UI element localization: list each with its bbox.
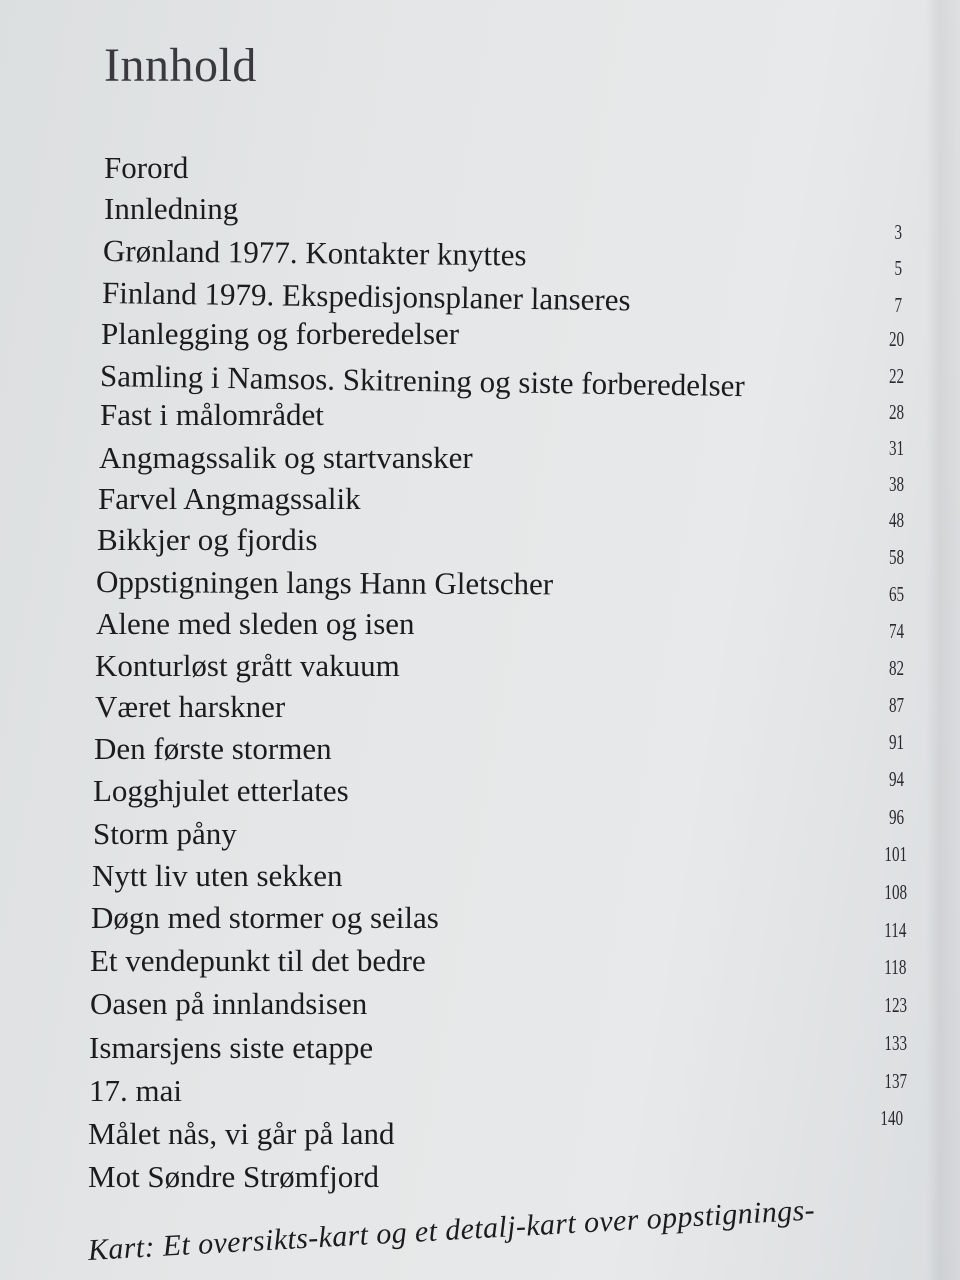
page-number: 74	[888, 619, 905, 643]
page-number: 38	[888, 472, 905, 496]
toc-entry: Angmagssalik og startvansker	[99, 440, 473, 475]
page-title: Innhold	[104, 39, 257, 92]
page-number: 123	[884, 993, 908, 1017]
toc-entry: Forord	[104, 150, 189, 185]
page-number: 82	[888, 656, 905, 680]
map-caption: Kart: Et oversikts-kart og et detalj-kart over oppstignings-	[87, 1193, 816, 1267]
toc-entry: Døgn med stormer og seilas	[91, 900, 439, 935]
page-number: 3	[894, 220, 903, 244]
page-number: 48	[888, 508, 905, 532]
toc-entry: Samling i Namsos. Skitrening og siste forberedelser	[99, 358, 746, 404]
toc-entry: Den første stormen	[94, 731, 332, 766]
toc-entry: Logghjulet etterlates	[93, 773, 349, 808]
page-number: 96	[888, 805, 905, 829]
page-number: 7	[894, 293, 903, 317]
toc-entry: Ismarsjens siste etappe	[89, 1030, 374, 1065]
toc-entry: Et vendepunkt til det bedre	[90, 943, 426, 978]
page-number: 65	[888, 582, 905, 606]
toc-entry: Konturløst grått vakuum	[95, 648, 400, 683]
page-number: 101	[884, 842, 908, 866]
toc-entry: 17. mai	[89, 1073, 182, 1108]
toc-entry: Oasen på innlandsisen	[90, 986, 368, 1021]
toc-entry: Farvel Angmagssalik	[98, 481, 361, 516]
toc-entry: Mot Søndre Strømfjord	[88, 1159, 380, 1194]
page-number: 114	[884, 918, 907, 942]
page-number: 140	[880, 1106, 904, 1130]
page-number: 58	[888, 545, 905, 569]
toc-entry: Storm påny	[93, 816, 237, 851]
toc-entry: Fast i målområdet	[100, 397, 324, 432]
toc-entry: Innledning	[104, 191, 239, 226]
page-number: 31	[888, 436, 905, 460]
toc-entry: Alene med sleden og isen	[96, 606, 415, 641]
toc-entry: Finland 1979. Ekspedisjonsplaner lanseres	[101, 275, 631, 318]
toc-entry: Været harskner	[95, 689, 286, 724]
toc-entry: Nytt liv uten sekken	[92, 858, 343, 893]
toc-entry: Grønland 1977. Kontakter knyttes	[102, 233, 527, 273]
page-number: 91	[888, 730, 905, 754]
page-number: 28	[888, 400, 905, 424]
page-number: 5	[894, 256, 903, 280]
toc-entry: Planlegging og forberedelser	[101, 316, 460, 351]
toc-entry: Oppstigningen langs Hann Gletscher	[95, 564, 554, 602]
toc-entry: Bikkjer og fjordis	[97, 522, 318, 557]
page-number: 20	[888, 327, 905, 351]
toc-entry: Målet nås, vi går på land	[88, 1116, 395, 1151]
page-number: 133	[884, 1031, 908, 1055]
page-number: 137	[884, 1069, 908, 1093]
page-number: 22	[888, 364, 905, 388]
page-number: 94	[888, 767, 905, 791]
page-number: 108	[884, 880, 908, 904]
page-number: 87	[888, 693, 905, 717]
page-number: 118	[884, 955, 907, 979]
